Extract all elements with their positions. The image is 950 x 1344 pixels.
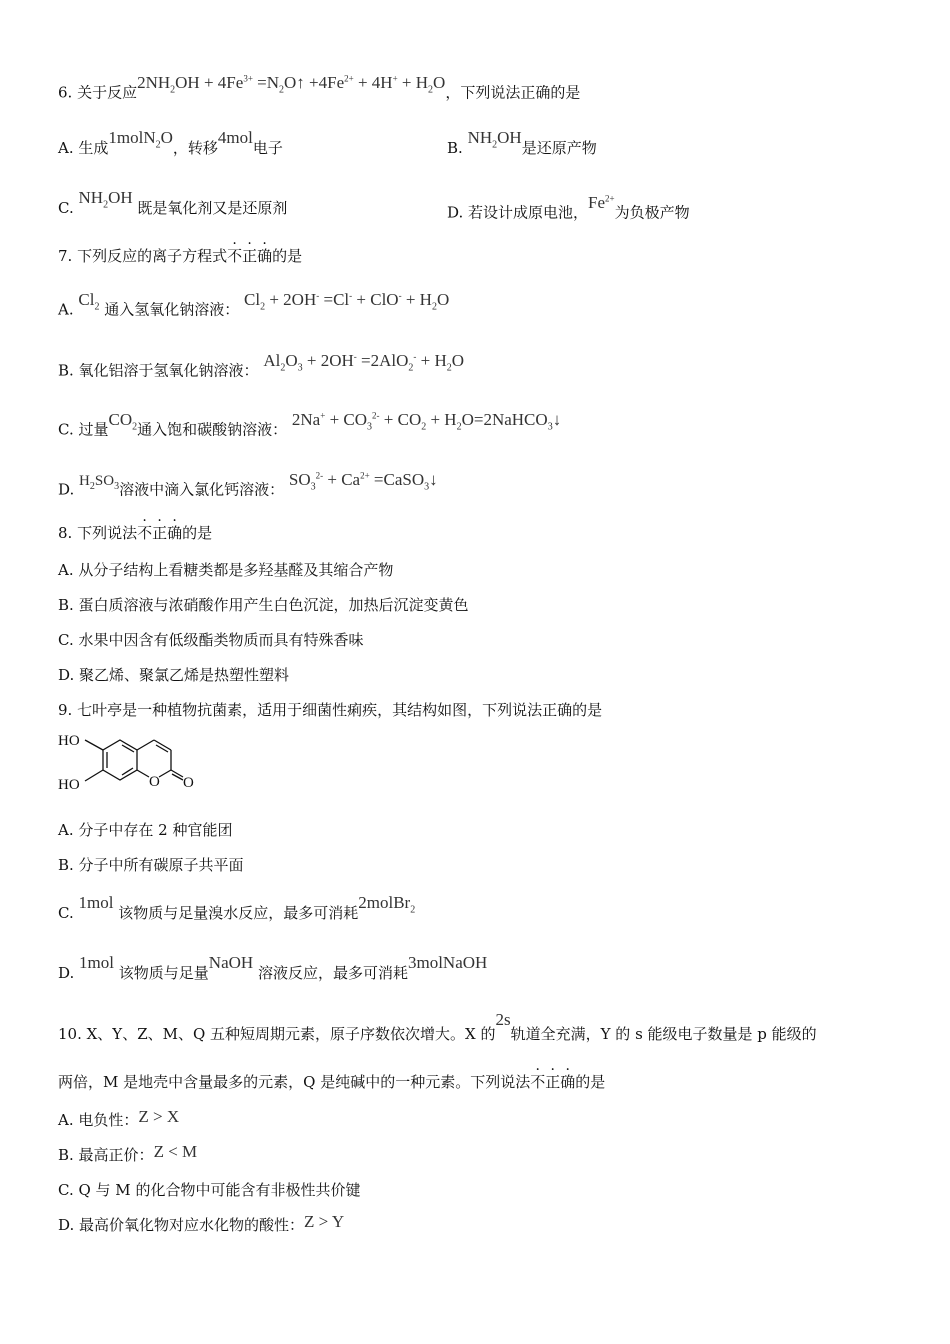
q6-option-c: C. $NH_2OH$ 既是氧化剂又是还原剂 xyxy=(58,188,288,217)
q7-option-c: C. 过量$CO_2$通入饱和碳酸钠溶液： $2Na^+ + CO_3^{2-} + CO_2$ + $H_2O=2NaHCO_3↓$ xyxy=(58,409,562,439)
q7-option-d: D. $H_2SO_3$溶液中滴入氯化钙溶液： $SO_3^{2-} + Ca^{2+}$ =CaSO$_3$↓ xyxy=(58,469,438,499)
q9-stem: 9. 七叶亭是一种植物抗菌素，适用于细菌性痢疾，其结构如图，下列说法正确的是 xyxy=(58,701,603,719)
q9-option-a: A. 分子中存在 2 种官能团 xyxy=(58,821,233,839)
q9-option-b: B. 分子中所有碳原子共平面 xyxy=(58,856,244,874)
q6-option-a: A. 生成1molN$_2$O，转移4mol电子 xyxy=(58,128,283,157)
q8-option-d: D. 聚乙烯、聚氯乙烯是热塑性塑料 xyxy=(58,666,290,684)
q10-option-c: C. Q 与 M 的化合物中可能含有非极性共价键 xyxy=(58,1181,361,1199)
esculetin-structure xyxy=(55,728,205,798)
struct-label-ho-bottom: HO xyxy=(58,777,80,793)
q9-option-c: C. 1mol 该物质与足量溴水反应，最多可消耗2molBr$_2$ xyxy=(58,893,416,922)
q7-option-a: A. $Cl_2$ 通入氢氧化钠溶液： $Cl_2 + 2OH^- =Cl^- + ClO^- + H_2O$ xyxy=(58,289,450,319)
q8-option-b: B. 蛋白质溶液与浓硝酸作用产生白色沉淀，加热后沉淀变黄色 xyxy=(58,596,469,614)
struct-label-ho-top: HO xyxy=(58,733,80,749)
q10-option-d: D. 最高价氧化物对应水化物的酸性：Z > Y xyxy=(58,1212,345,1234)
q8-stem: 8. 下列说法不正确的是 xyxy=(58,524,213,542)
q6-option-b: B. $NH_2OH$是还原产物 xyxy=(447,128,597,157)
q10-stem-line1: 10. X、Y、Z、M、Q 五种短周期元素，原子序数依次增大。X 的2s轨道全充满，Y 的 s 能级电子数量是 p 能级的 xyxy=(58,1010,817,1043)
struct-label-o-ring: O xyxy=(149,774,160,790)
q10-option-b: B. 最高正价：Z < M xyxy=(58,1142,198,1164)
q6-option-d: D. 若设计成原电池，$Fe^{2+}$为负极产物 xyxy=(447,192,690,222)
q10-option-a: A. 电负性：Z > X xyxy=(58,1107,180,1129)
q9-option-d: D. 1mol 该物质与足量NaOH 溶液反应，最多可消耗3molNaOH xyxy=(58,953,488,982)
q7-stem: 7. 下列反应的离子方程式不正确的是 xyxy=(58,247,303,265)
q10-stem-line2: 两倍，M 是地壳中含量最多的元素，Q 是纯碱中的一种元素。下列说法不正确的是 xyxy=(58,1073,606,1091)
q6-stem: 6. 关于反应$2NH_2OH + 4Fe^{3+}$ $=N_2O↑ +4Fe^{2+} + 4H^+ + H_2O$，下列说法正确的是 xyxy=(58,72,581,102)
q8-option-a: A. 从分子结构上看糖类都是多羟基醛及其缩合产物 xyxy=(58,561,394,579)
q8-option-c: C. 水果中因含有低级酯类物质而具有特殊香味 xyxy=(58,631,364,649)
q6-equation: $2NH_2OH + 4Fe^{3+}$ $=N_2O↑ +4Fe^{2+} + 4H^+ + H_2O$ xyxy=(137,72,446,96)
q7-option-b: B. 氧化铝溶于氢氧化钠溶液： $Al_2O_3 + 2OH^- =2AlO_2^- + H_2O$ xyxy=(58,350,465,380)
struct-label-o-keto: O xyxy=(183,775,194,791)
